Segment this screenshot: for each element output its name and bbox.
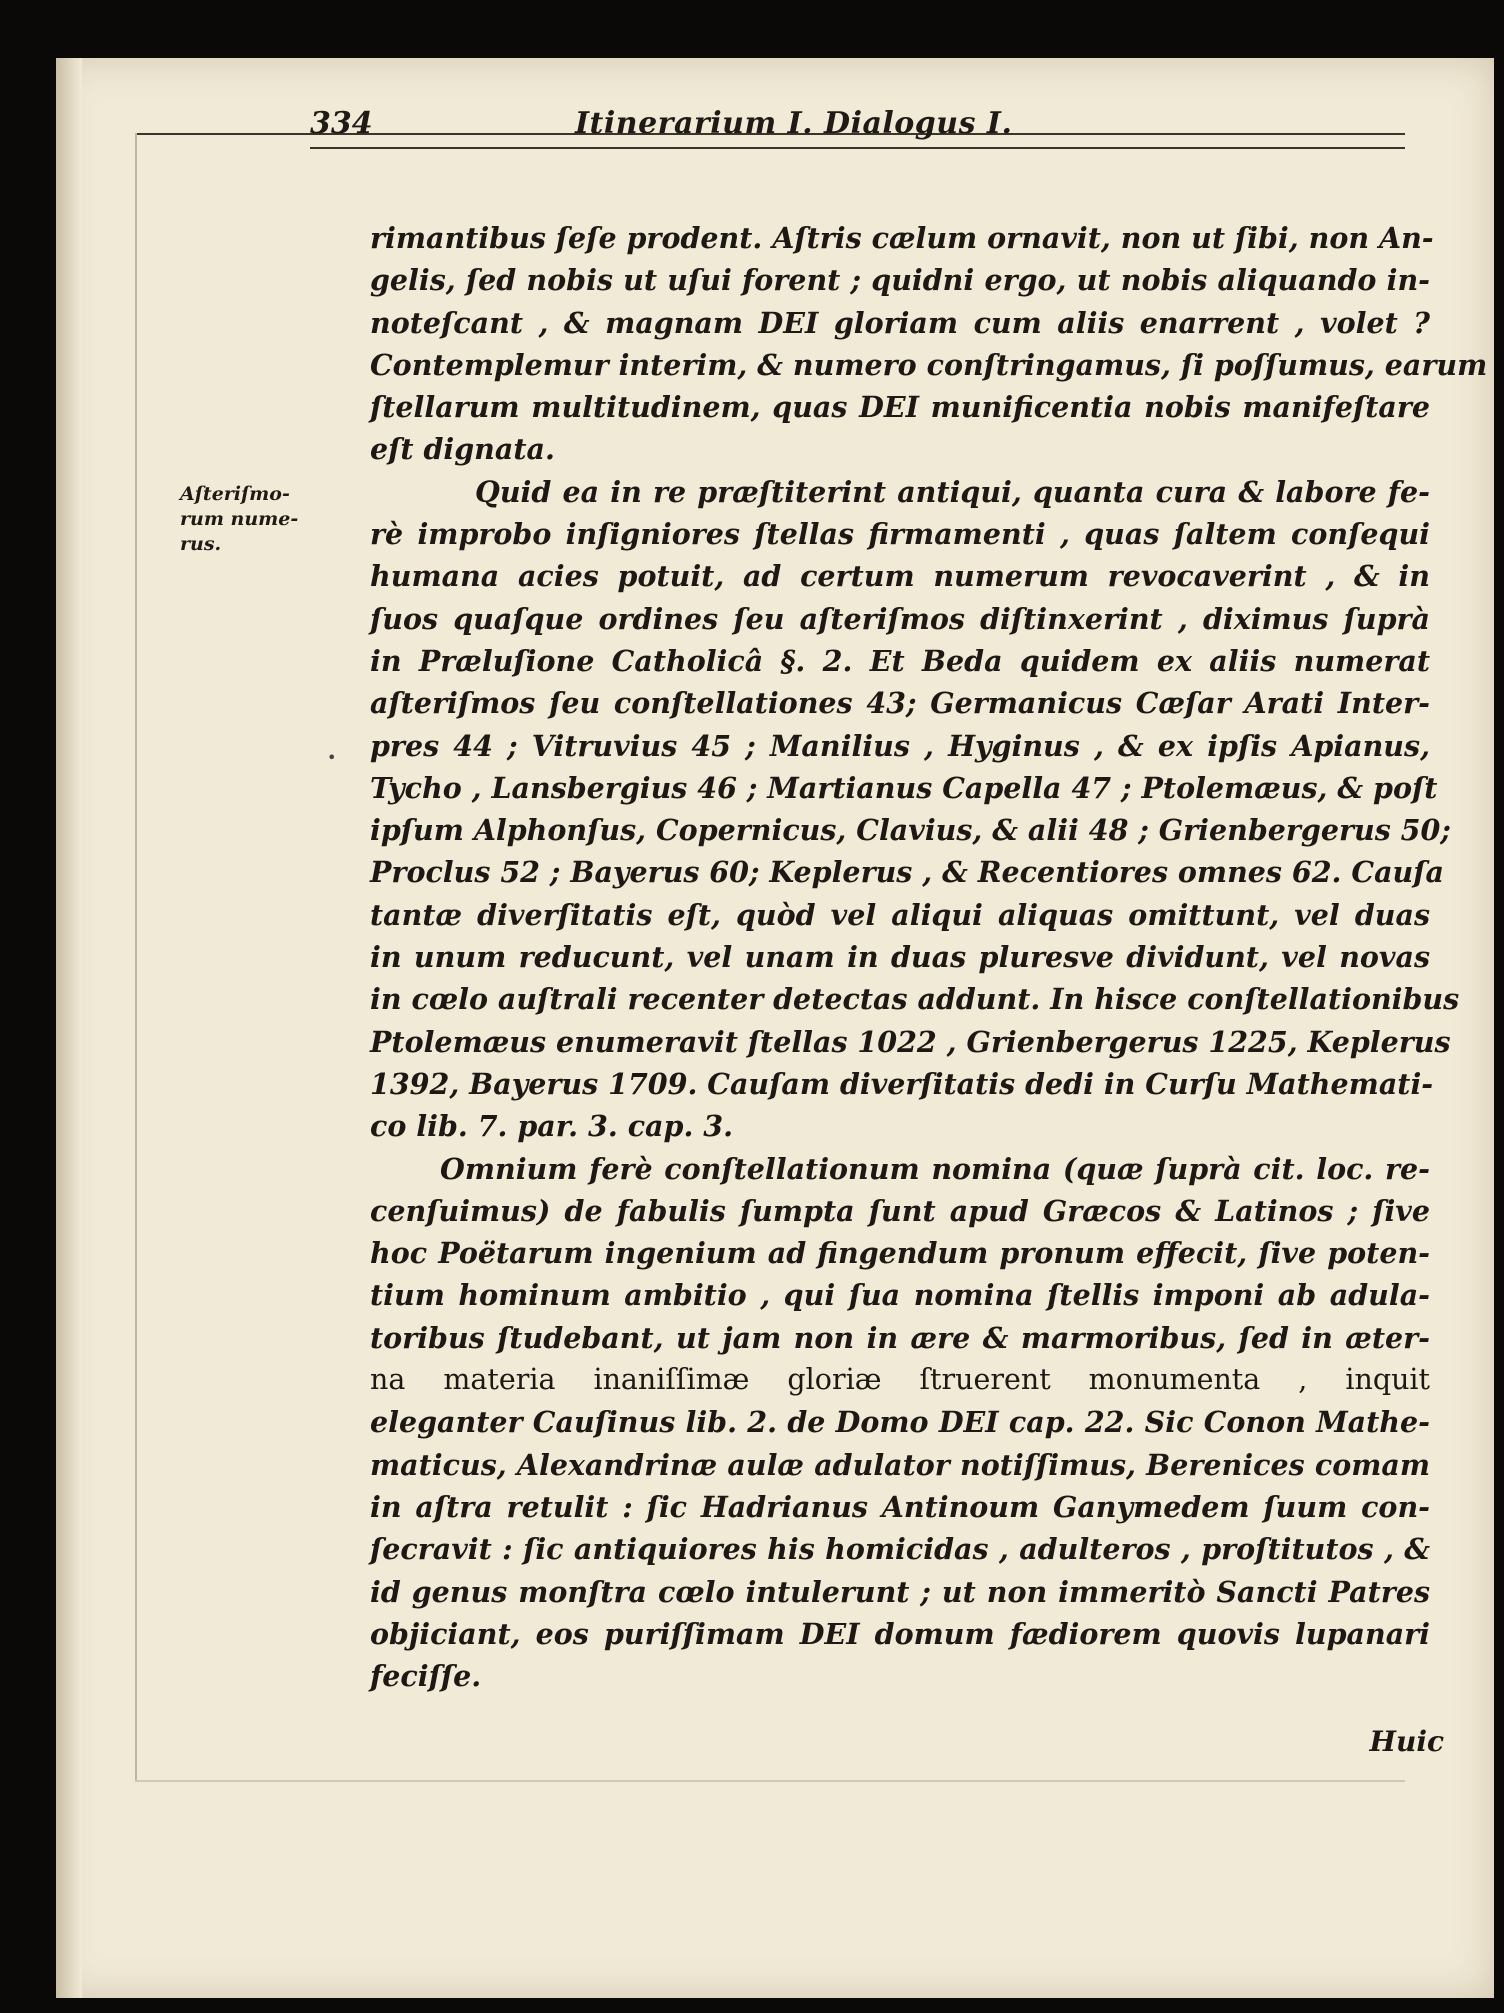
text-line: in aſtra retulit : ſic Hadrianus Antinoum Ganymedem ſuum con- (370, 1489, 1430, 1524)
text-line: noteſcant , & magnam DEI gloriam cum aliis enarrent , volet ? (370, 305, 1430, 340)
text-line: 1392, Bayerus 1709. Cauſam diverſitatis dedi in Curſu Mathemati- (370, 1066, 1434, 1101)
text-line: ipſum Alphonſus, Copernicus, Clavius, & alii 48 ; Grienbergerus 50; (370, 813, 1451, 848)
text-line: Quid ea in re præſtiterint antiqui, quanta cura & labore fe- (475, 474, 1430, 509)
text-line: ſtellarum multitudinem, quas DEI munificentia nobis manifeſtare (370, 390, 1430, 425)
text-line: in unum reducunt, vel unam in duas pluresve dividunt, vel novas (370, 940, 1430, 975)
text-line: rè improbo inſigniores ſtellas firmamenti , quas ſaltem conſequi (370, 517, 1430, 552)
text-line: humana acies potuit, ad certum numerum revocaverint , & in (370, 559, 1430, 594)
text-line: pres 44 ; Vitruvius 45 ; Manilius , Hyginus , & ex ipſis Apianus, (370, 728, 1430, 763)
text-line: Ptolemæus enumeravit ſtellas 1022 , Grienbergerus 1225, Keplerus (370, 1024, 1451, 1059)
marginal-dot: • (327, 748, 337, 767)
catchword: Huic (1369, 1725, 1444, 1758)
frame-rule-left (135, 133, 137, 1780)
text-line: ſuos quaſque ordines ſeu aſteriſmos diſtinxerint , diximus ſuprà (370, 601, 1430, 636)
text-line: cenſuimus) de fabulis ſumpta ſunt apud Græcos & Latinos ; ſive (370, 1193, 1430, 1228)
text-line: feciſſe. (370, 1659, 482, 1694)
text-line: toribus ſtudebant, ut jam non in ære & marmoribus, ſed in æter- (370, 1320, 1430, 1355)
spine-shadow (56, 58, 82, 1998)
text-line: eleganter Cauſinus lib. 2. de Domo DEI cap. 22. Sic Conon Mathe- (370, 1405, 1430, 1440)
marginal-note-line: rum nume- (180, 508, 299, 530)
marginal-note-line: rus. (180, 533, 222, 555)
running-head (310, 106, 1405, 150)
marginal-note (180, 482, 325, 557)
text-line: tium hominum ambitio , qui ſua nomina ſtellis imponi ab adula- (370, 1278, 1430, 1313)
text-line: co lib. 7. par. 3. cap. 3. (370, 1109, 734, 1144)
text-line: Contemplemur interim, & numero conſtringamus, ſi poſſumus, earum (370, 347, 1488, 382)
page-number: 334 (310, 106, 373, 141)
text-line: id genus monſtra cœlo intulerunt ; ut non immeritò Sancti Patres (370, 1574, 1430, 1609)
text-line: na materia inaniſſimæ gloriæ ſtruerent monumenta , inquit (370, 1363, 1430, 1397)
text-line: gelis, ſed nobis ut uſui forent ; quidni ergo, ut nobis aliquando in- (370, 263, 1430, 298)
marginal-note-line: Aſteriſmo- (180, 483, 290, 505)
text-line: tantæ diverſitatis eſt, quòd vel aliqui aliquas omittunt, vel duas (370, 897, 1430, 932)
text-line: objiciant, eos puriſſimam DEI domum fædiorem quovis lupanari (370, 1616, 1430, 1651)
text-line: hoc Poëtarum ingenium ad fingendum pronum effecit, ſive poten- (370, 1236, 1430, 1271)
text-line: in cœlo auſtrali recenter detectas addunt. In hisce conſtellationibus (370, 982, 1460, 1017)
text-line: Tycho , Lansbergius 46 ; Martianus Capella 47 ; Ptolemæus, & poſt (370, 770, 1438, 805)
text-line: aſteriſmos ſeu conſtellationes 43; Germanicus Cæſar Arati Inter- (370, 686, 1430, 721)
text-line: ſecravit : ſic antiquiores his homicidas , adulteros , proſtitutos , & (370, 1532, 1430, 1567)
running-title: Itinerarium I. Dialogus I. (575, 106, 1013, 141)
text-line: Proclus 52 ; Bayerus 60; Keplerus , & Recentiores omnes 62. Cauſa (370, 855, 1444, 890)
frame-rule-bottom (135, 1780, 1405, 1782)
text-line: eſt dignata. (370, 432, 555, 467)
text-line: Omnium ferè conſtellationum nomina (quæ ſuprà cit. loc. re- (440, 1151, 1430, 1186)
text-line: in Præluſione Catholicâ §. 2. Et Beda quidem ex aliis numerat (370, 643, 1430, 678)
text-line: rimantibus ſeſe prodent. Aſtris cælum ornavit, non ut ſibi, non An- (370, 221, 1434, 255)
text-line: maticus, Alexandrinæ aulæ adulator notiſſimus, Berenices comam (370, 1447, 1430, 1482)
body-text (370, 217, 1488, 1697)
